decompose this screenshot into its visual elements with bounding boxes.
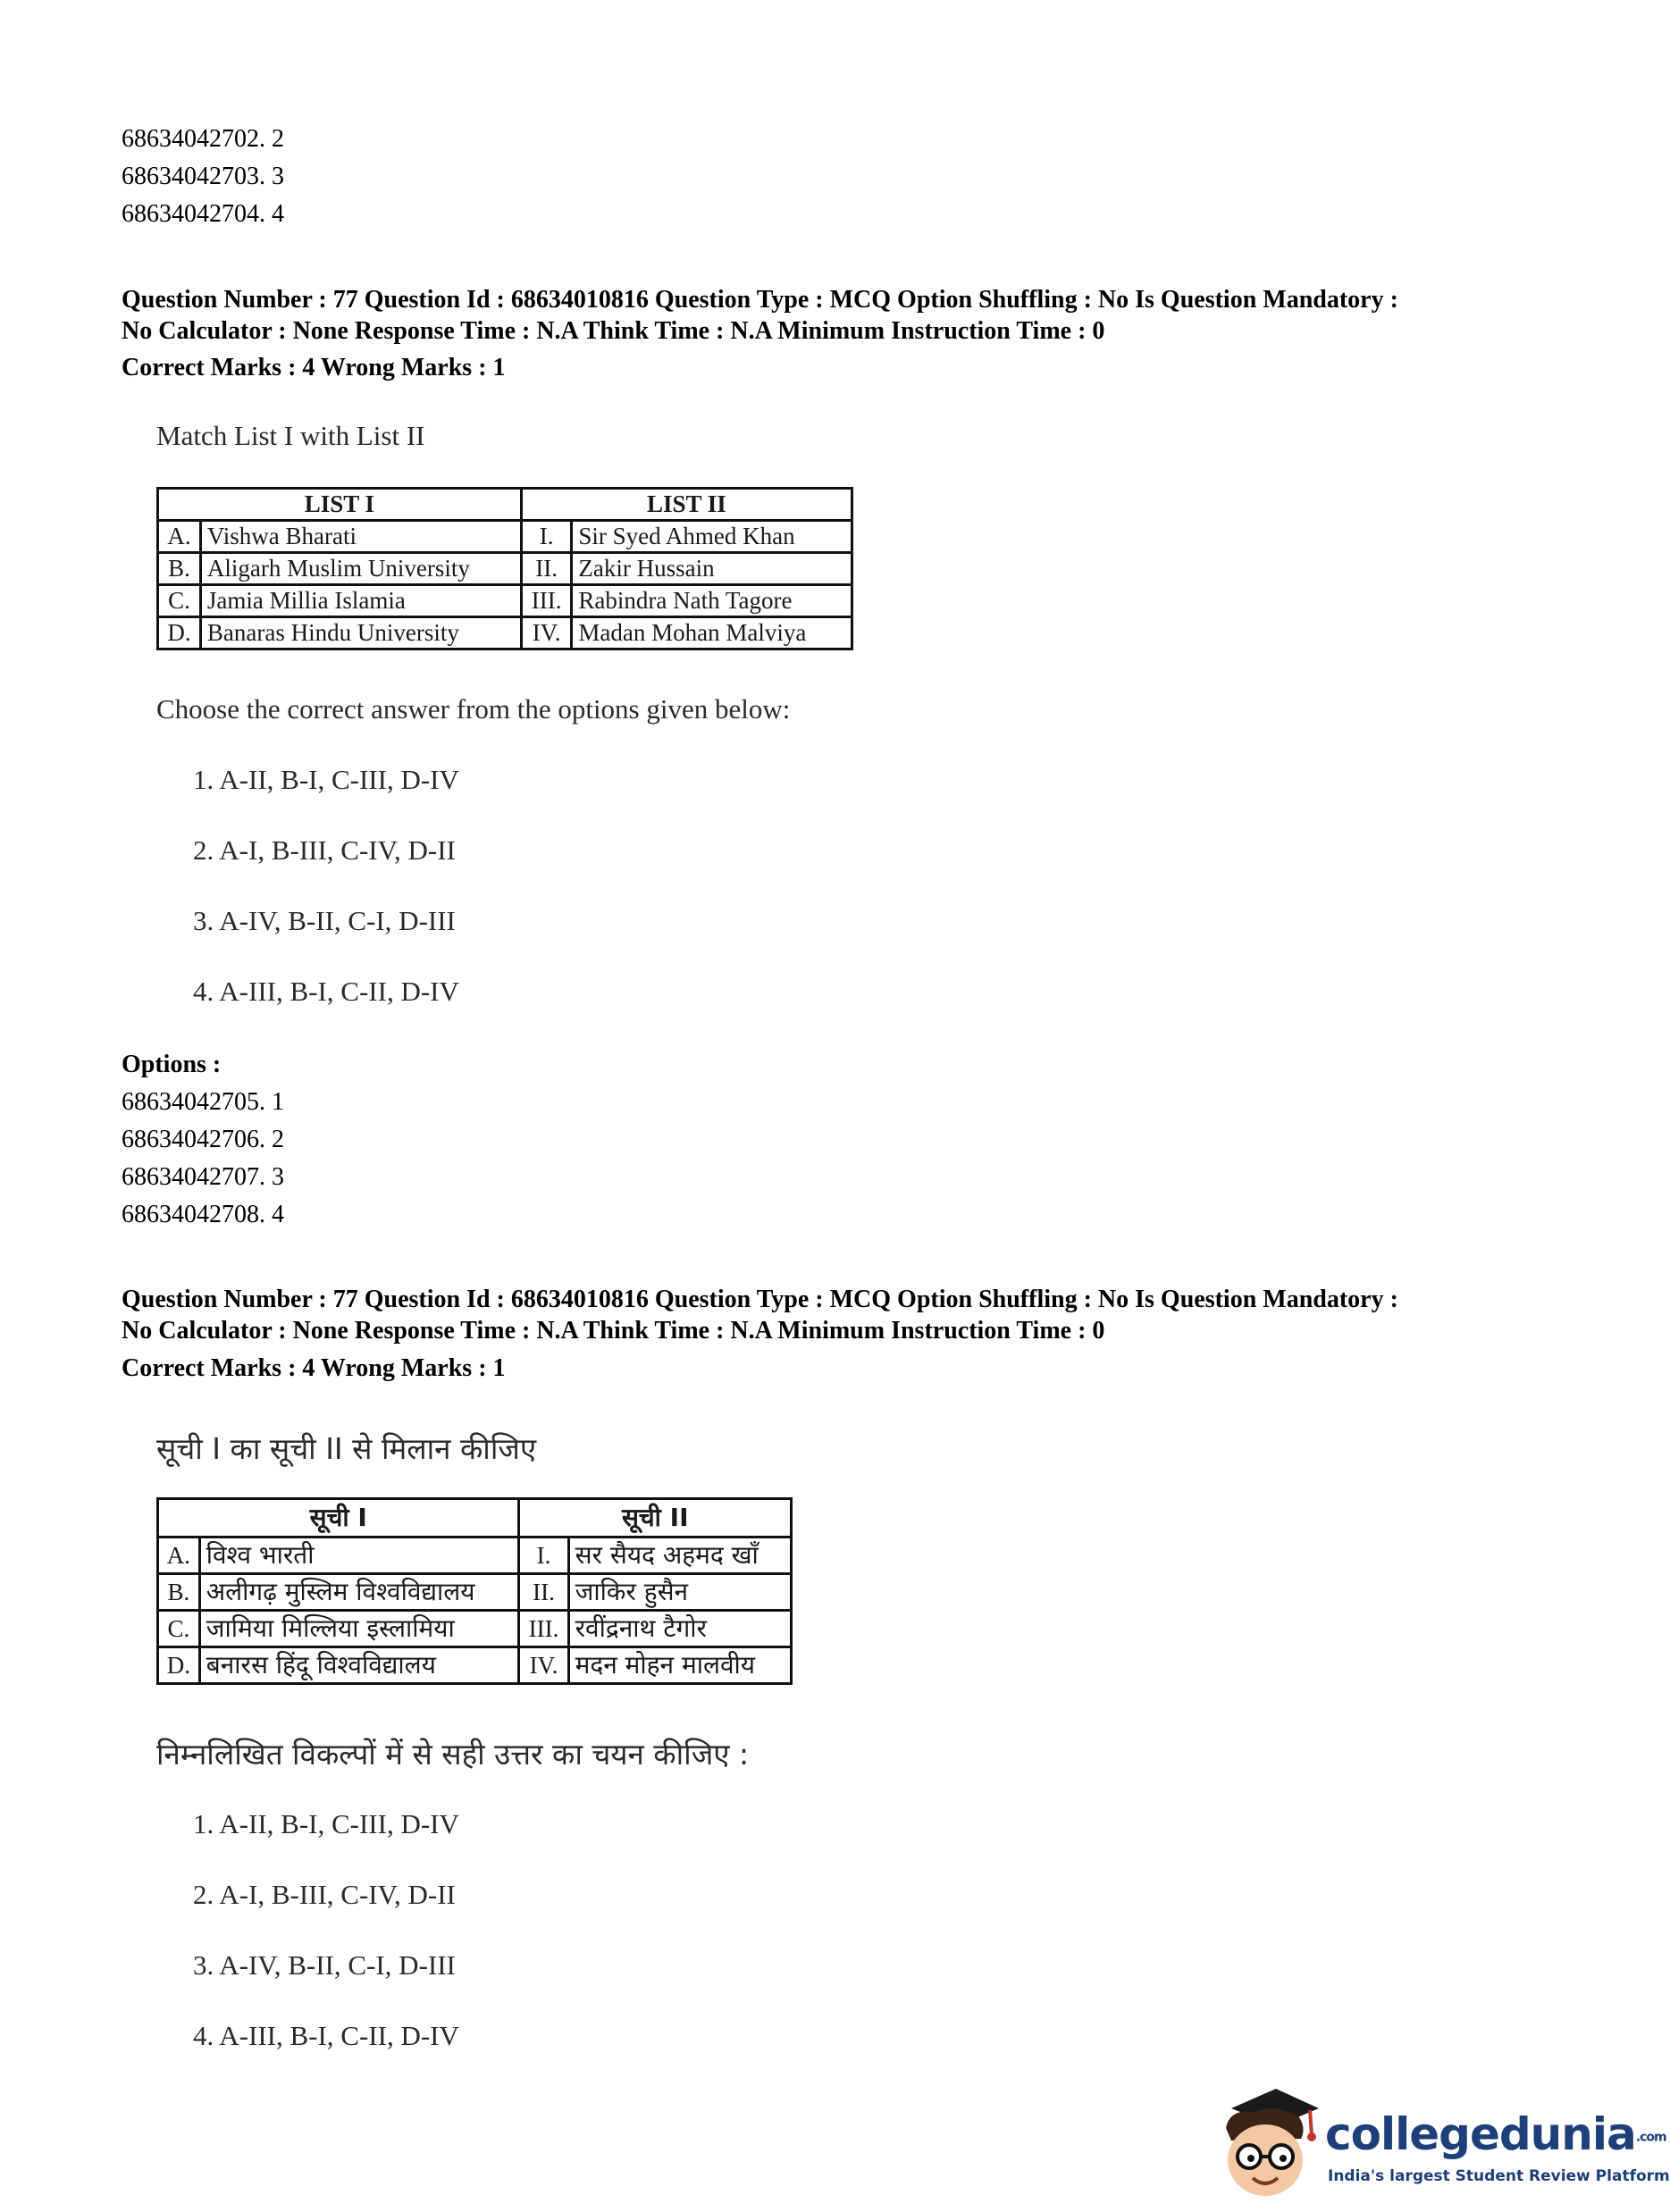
table-row: D. Banaras Hindu University IV. Madan Mohan Malviya (158, 617, 852, 649)
question-header: Question Number : 77 Question Id : 68634010816 Question Type : MCQ Option Shuffling : No Is Question Mandatory : No Calculator : None Response Time : N.A Think Time : N.A Minimum Instruction Time : 0 (122, 1286, 1398, 1345)
match-table (156, 1497, 793, 1685)
answer-choice: 3. A-IV, B-II, C-I, D-III (193, 1949, 456, 1981)
marks-line: Correct Marks : 4 Wrong Marks : 1 (122, 1354, 506, 1382)
answer-choice: 4. A-III, B-I, C-II, D-IV (193, 976, 459, 1007)
match-table (156, 487, 853, 650)
table-row: A. विश्व भारती I. सर सैयद अहमद खाँ (158, 1538, 792, 1574)
mascot-icon (1213, 2082, 1321, 2207)
answer-choice: 1. A-II, B-I, C-III, D-IV (193, 1808, 459, 1839)
table-row: C. Jamia Millia Islamia III. Rabindra Nath Tagore (158, 585, 852, 617)
marks-line: Correct Marks : 4 Wrong Marks : 1 (122, 354, 506, 381)
table-row: C. जामिया मिल्लिया इस्लामिया III. रवींद्रनाथ टैगोर (158, 1611, 792, 1647)
choose-instruction: Choose the correct answer from the options given below: (156, 693, 791, 725)
answer-choice: 2. A-I, B-III, C-IV, D-II (193, 1879, 456, 1910)
answer-choice: 3. A-IV, B-II, C-I, D-III (193, 905, 456, 936)
table-header: सूची II (519, 1499, 792, 1538)
answer-choice: 1. A-II, B-I, C-III, D-IV (193, 764, 459, 795)
option-line: 68634042707. 3 (122, 1163, 284, 1191)
question-instruction: Match List I with List II (156, 420, 425, 451)
table-header: सूची I (158, 1499, 519, 1538)
choose-instruction: निम्नलिखित विकल्पों में से सही उत्तर का चयन कीजिए : (156, 1737, 750, 1772)
option-line: 68634042703. 3 (122, 163, 284, 190)
table-header: LIST II (521, 489, 852, 521)
options-label: Options : (122, 1051, 222, 1078)
table-row: D. बनारस हिंदू विश्वविद्यालय IV. मदन मोहन मालवीय (158, 1647, 792, 1684)
table-row: B. Aligarh Muslim University II. Zakir Hussain (158, 553, 852, 585)
answer-choice: 2. A-I, B-III, C-IV, D-II (193, 834, 456, 866)
option-line: 68634042702. 2 (122, 125, 284, 153)
option-line: 68634042705. 1 (122, 1088, 284, 1116)
question-instruction: सूची I का सूची II से मिलान कीजिए (156, 1431, 537, 1466)
option-line: 68634042706. 2 (122, 1126, 284, 1153)
table-row: B. अलीगढ़ मुस्लिम विश्वविद्यालय II. जाकिर हुसैन (158, 1574, 792, 1611)
logo-tagline: India's largest Student Review Platform (1328, 2167, 1670, 2185)
table-header: LIST I (158, 489, 522, 521)
question-header: Question Number : 77 Question Id : 68634010816 Question Type : MCQ Option Shuffling : No Is Question Mandatory : No Calculator : None Response Time : N.A Think Time : N.A Minimum Instruction Time : 0 (122, 286, 1398, 345)
option-line: 68634042708. 4 (122, 1201, 284, 1228)
table-row: A. Vishwa Bharati I. Sir Syed Ahmed Khan (158, 521, 852, 553)
option-line: 68634042704. 4 (122, 200, 284, 228)
logo-wordmark: collegedunia.com (1325, 2108, 1666, 2160)
answer-choice: 4. A-III, B-I, C-II, D-IV (193, 2020, 459, 2051)
collegedunia-logo[interactable] (1213, 2082, 1670, 2207)
